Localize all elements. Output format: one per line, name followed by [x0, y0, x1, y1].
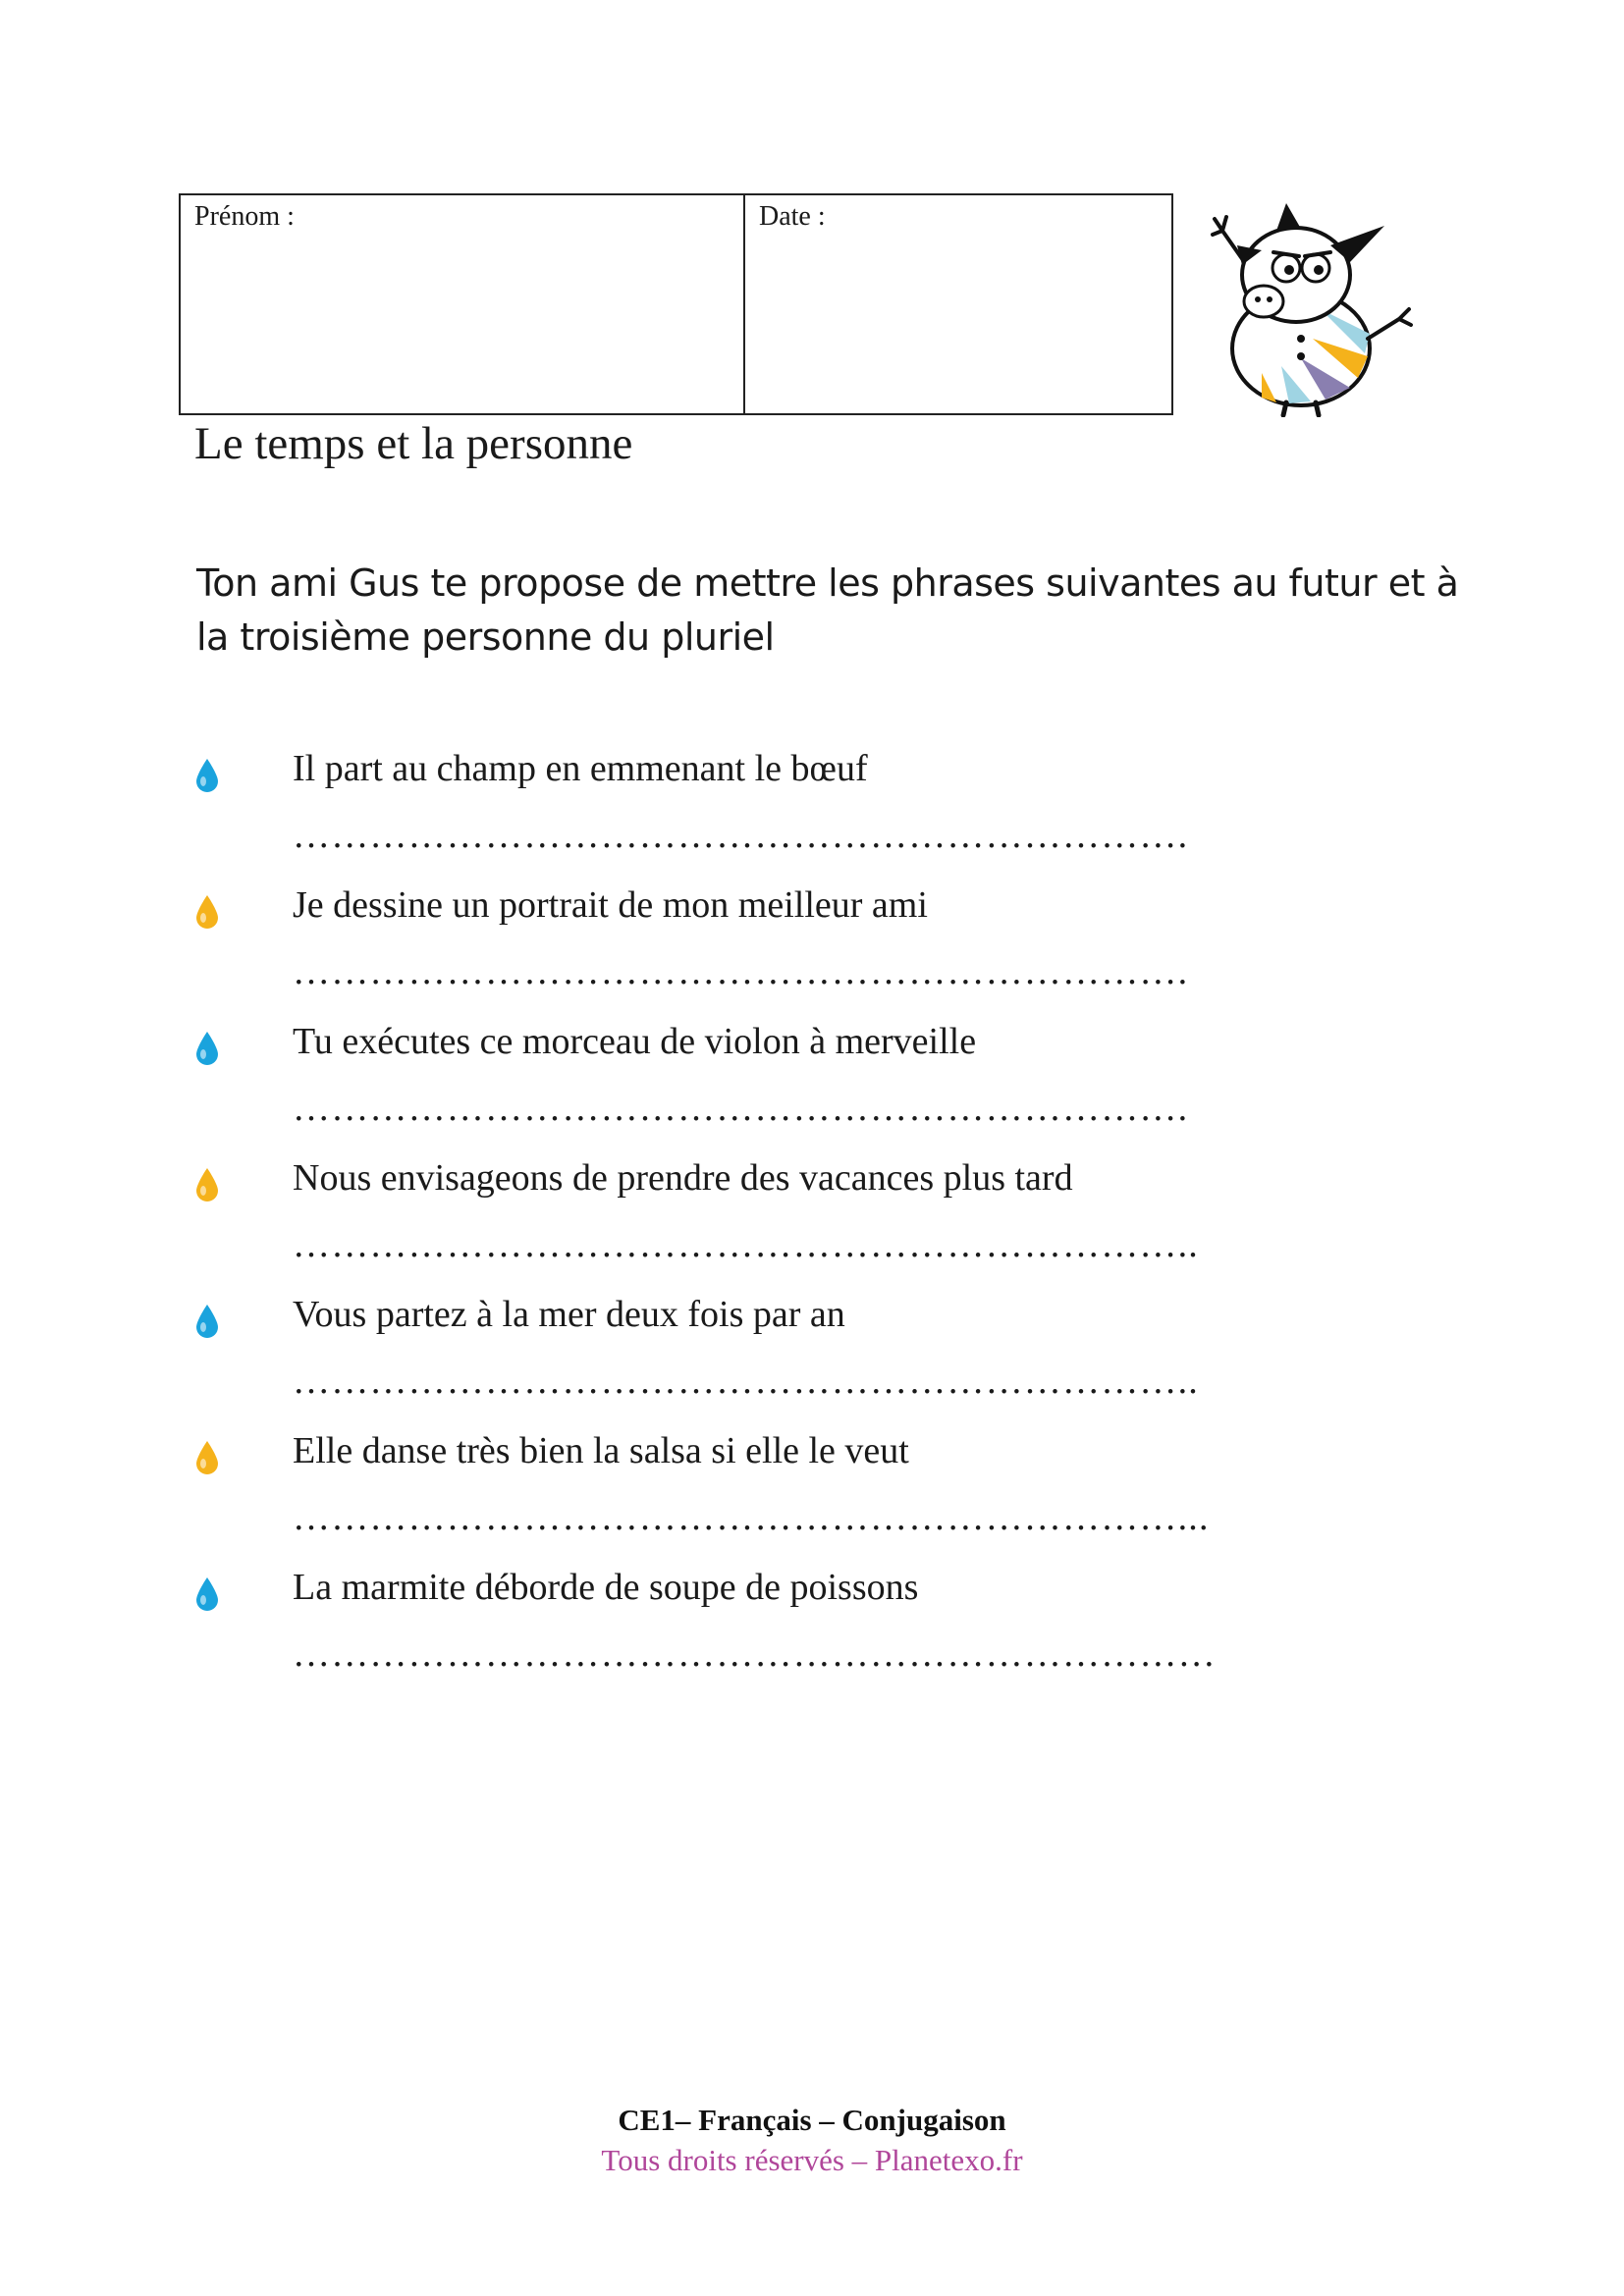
exercise-sentence: Elle danse très bien la salsa si elle le veut: [293, 1430, 909, 1471]
exercise-sentence: Je dessine un portrait de mon meilleur ami: [293, 884, 928, 926]
exercise-item: [194, 1428, 1373, 1565]
exercise-item: [194, 1155, 1373, 1292]
yellow-drop-icon: [194, 1440, 220, 1475]
answer-line[interactable]: …………………………………………………………….: [293, 951, 1189, 992]
exercise-item: [194, 1565, 1373, 1701]
name-date-table: [179, 193, 1173, 415]
worksheet-title: Le temps et la personne: [194, 418, 633, 469]
exercise-sentence: Vous partez à la mer deux fois par an: [293, 1294, 845, 1335]
answer-line[interactable]: …………………………………………………………….: [293, 1088, 1189, 1129]
exercise-item: [194, 882, 1373, 1019]
answer-line[interactable]: ……………………………………………………………...: [293, 1497, 1210, 1538]
date-field[interactable]: [745, 195, 1171, 413]
exercise-item: [194, 1292, 1373, 1428]
footer: [0, 2101, 1624, 2181]
blue-drop-icon: [194, 1576, 220, 1612]
prenom-label: Prénom :: [194, 201, 295, 232]
gus-mascot-icon: [1203, 191, 1419, 417]
footer-rights: Tous droits réservés – Planetexo.fr: [601, 2143, 1023, 2177]
yellow-drop-icon: [194, 894, 220, 930]
exercise-list: [194, 746, 1373, 1701]
exercise-sentence: La marmite déborde de soupe de poissons: [293, 1567, 919, 1608]
exercise-sentence: Nous envisageons de prendre des vacances plus tard: [293, 1157, 1073, 1199]
yellow-drop-icon: [194, 1167, 220, 1202]
blue-drop-icon: [194, 758, 220, 793]
blue-drop-icon: [194, 1304, 220, 1339]
exercise-sentence: Il part au champ en emmenant le bœuf: [293, 748, 868, 789]
prenom-field[interactable]: [181, 195, 745, 413]
date-label: Date :: [759, 201, 826, 232]
footer-level: CE1– Français – Conjugaison: [618, 2103, 1006, 2137]
answer-line[interactable]: …………………………………………………………….: [293, 815, 1189, 856]
instructions-text: Ton ami Gus te propose de mettre les phrases suivantes au futur et à la troisième personne du pluriel: [196, 561, 1459, 659]
answer-line[interactable]: ………………………………………………………………: [293, 1633, 1217, 1675]
answer-line[interactable]: ……………………………………………………………..: [293, 1361, 1199, 1402]
exercise-item: [194, 1019, 1373, 1155]
exercise-sentence: Tu exécutes ce morceau de violon à merveille: [293, 1021, 977, 1062]
blue-drop-icon: [194, 1031, 220, 1066]
answer-line[interactable]: ……………………………………………………………..: [293, 1224, 1199, 1265]
exercise-item: [194, 746, 1373, 882]
